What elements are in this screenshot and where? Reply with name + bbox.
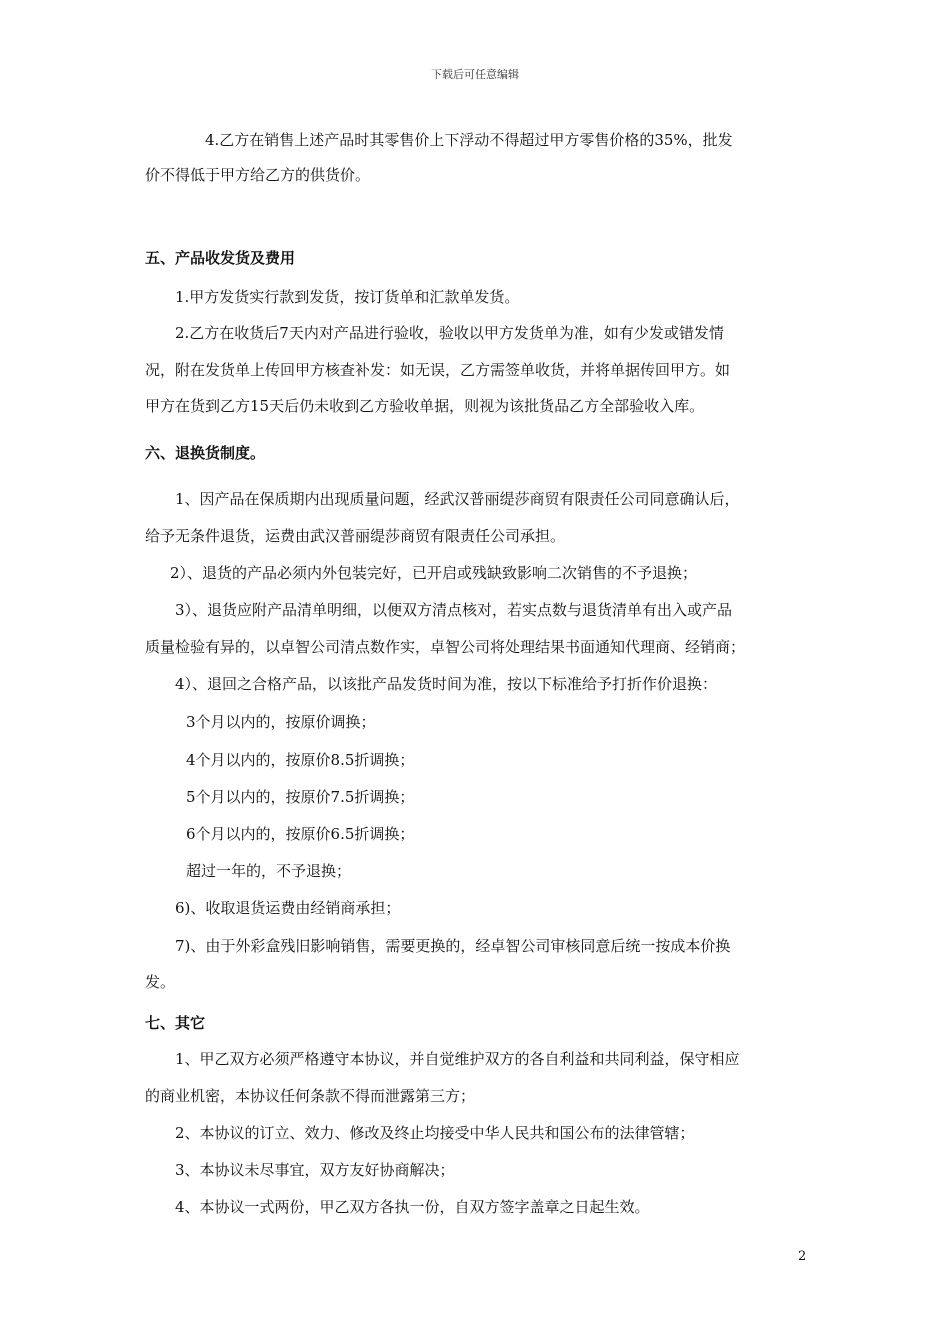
paragraph-line: 4个月以内的，按原价8.5折调换； [186,751,415,769]
paragraph-line: 价不得低于甲方给乙方的供货价。 [145,166,371,184]
page-number: 2 [798,1249,807,1264]
paragraph-line: 质量检验有异的，以卓智公司清点数作实，卓智公司将处理结果书面通知代理商、经销商； [145,638,746,656]
paragraph-line: 1、甲乙双方必须严格遵守本协议，并自觉维护双方的各自利益和共同利益，保守相应 [175,1050,740,1068]
paragraph-line: 4）、退回之合格产品，以该批产品发货时间为准，按以下标准给予打折作价退换： [175,675,718,693]
paragraph-line: 4、本协议一式两份，甲乙双方各执一份，自双方签字盖章之日起生效。 [175,1198,650,1216]
paragraph-line: 1.甲方发货实行款到发货，按订货单和汇款单发货。 [175,288,520,306]
paragraph-line: 7)、由于外彩盒残旧影响销售，需要更换的，经卓智公司审核同意后统一按成本价换 [175,937,731,955]
paragraph-line: 的商业机密，本协议任何条款不得而泄露第三方； [145,1087,476,1105]
paragraph-line: 2.乙方在收货后7天内对产品进行验收，验收以甲方发货单为准，如有少发或错发情 [175,324,724,342]
paragraph-line: 5个月以内的，按原价7.5折调换； [186,788,415,806]
paragraph-line: 发。 [145,973,176,991]
paragraph-line: 超过一年的，不予退换； [186,862,352,880]
paragraph-line: 2）、退货的产品必须内外包装完好，已开启或残缺致影响二次销售的不予退换； [170,564,698,582]
paragraph-line: 3）、退货应附产品清单明细，以便双方清点核对，若实点数与退货清单有出入或产品 [175,601,733,619]
paragraph-line: 3、本协议未尽事宜，双方友好协商解决； [175,1161,455,1179]
paragraph-line: 6个月以内的，按原价6.5折调换； [186,825,415,843]
paragraph-line: 4.乙方在销售上述产品时其零售价上下浮动不得超过甲方零售价格的35%，批发 [205,131,733,149]
page-header: 下载后可任意编辑 [431,68,519,81]
paragraph-line: 3个月以内的，按原价调换； [186,713,376,731]
section-heading: 六、退换货制度。 [145,444,266,462]
section-heading: 五、产品收发货及费用 [145,249,296,267]
paragraph-line: 甲方在货到乙方15天后仍未收到乙方验收单据，则视为该批货品乙方全部验收入库。 [145,397,705,415]
paragraph-line: 1、因产品在保质期内出现质量问题，经武汉普丽缇莎商贸有限责任公司同意确认后， [175,490,740,508]
paragraph-line: 2、本协议的订立、效力、修改及终止均接受中华人民共和国公布的法律管辖； [175,1124,695,1142]
paragraph-line: 6)、收取退货运费由经销商承担； [175,899,401,917]
paragraph-line: 况，附在发货单上传回甲方核查补发：如无误，乙方需签单收货，并将单据传回甲方。如 [145,361,731,379]
paragraph-line: 给予无条件退货，运费由武汉普丽缇莎商贸有限责任公司承担。 [145,527,566,545]
section-heading: 七、其它 [145,1014,206,1032]
